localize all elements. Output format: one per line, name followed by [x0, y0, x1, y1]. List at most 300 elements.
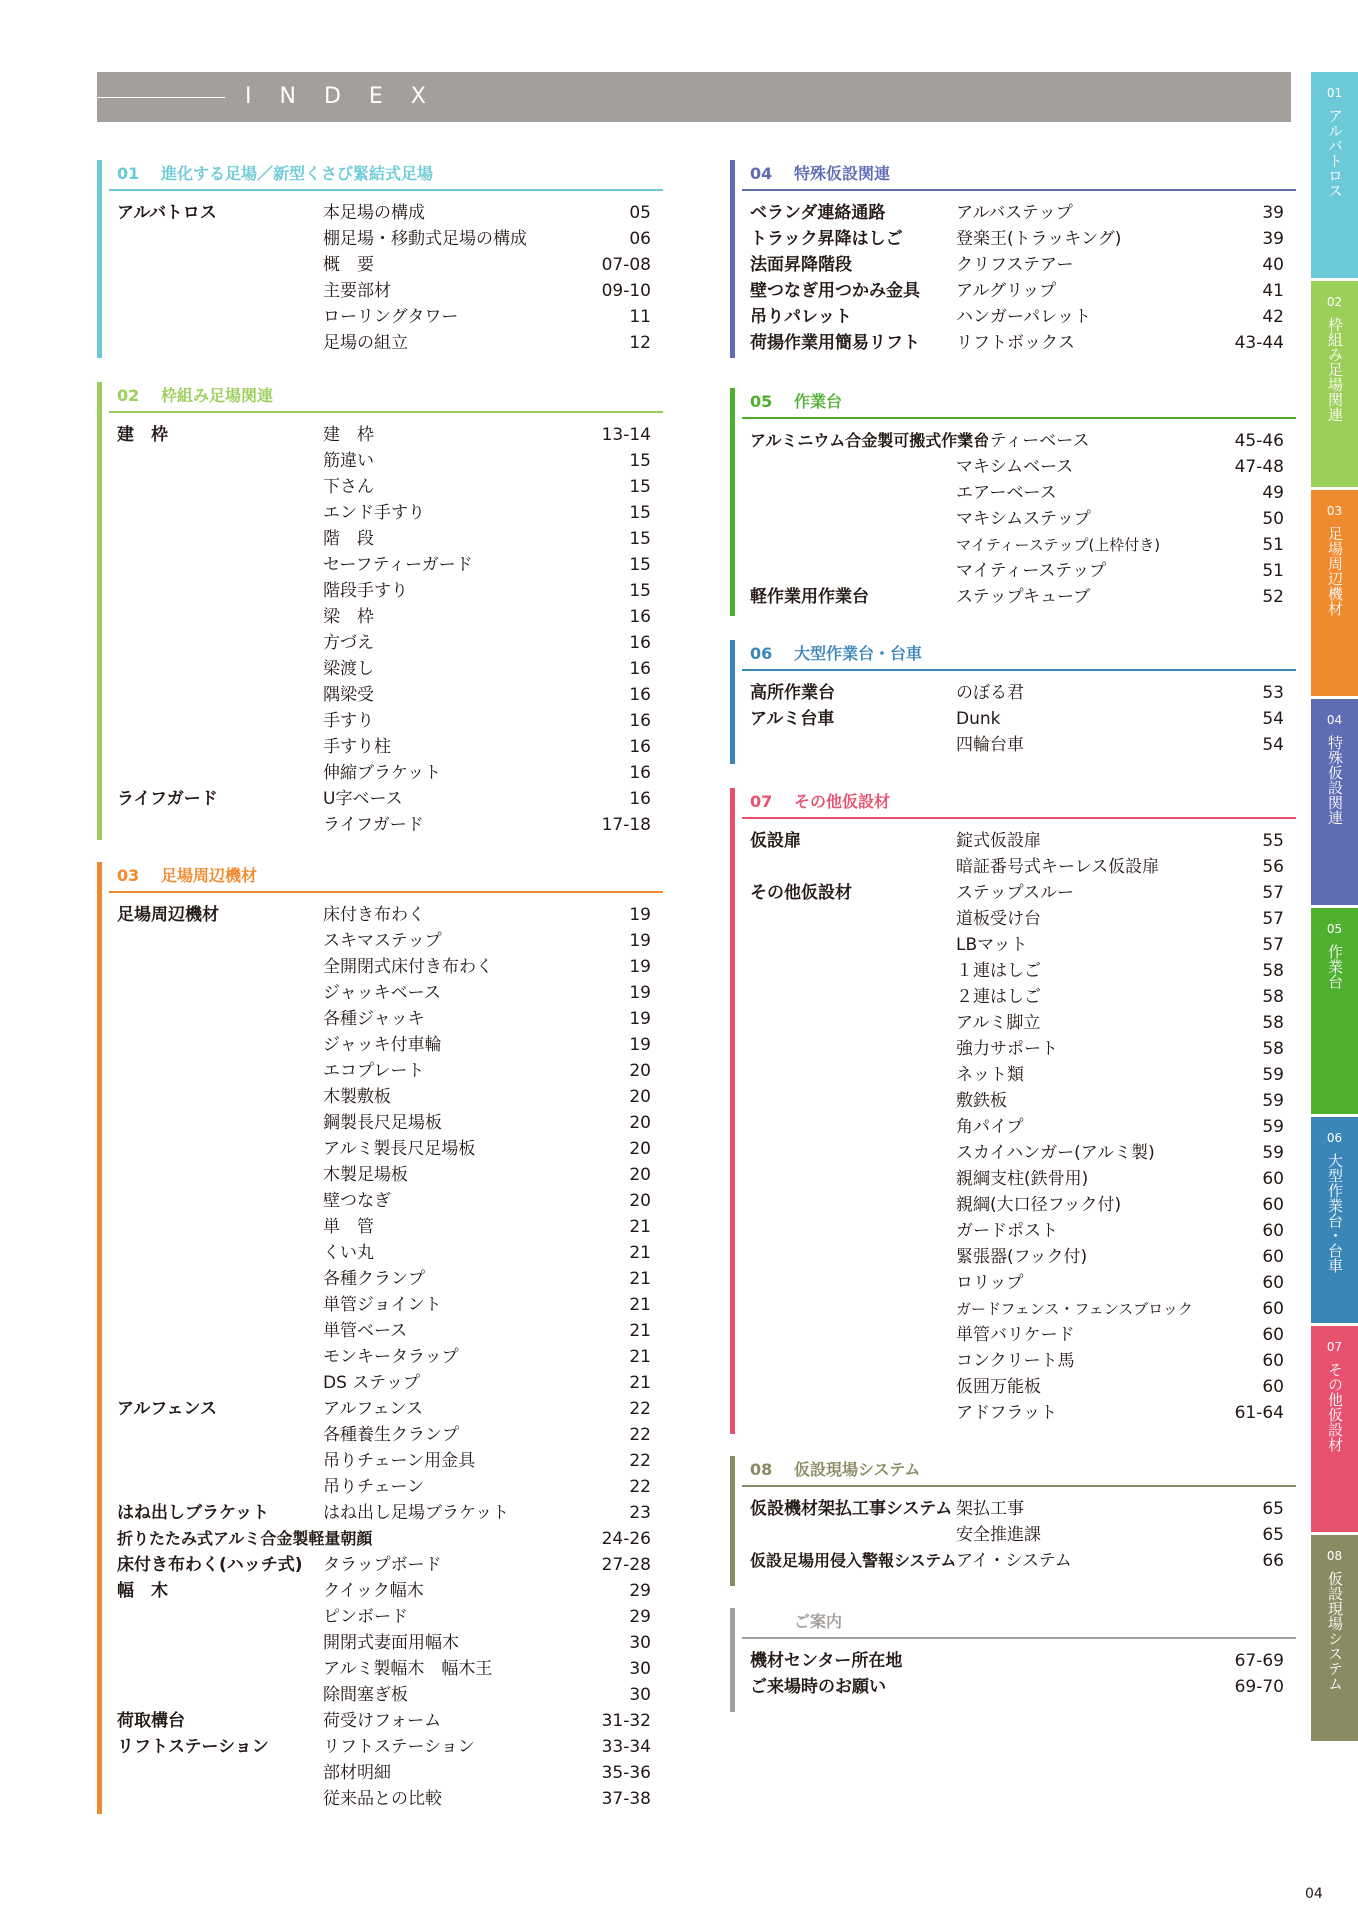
row-item: 仮囲万能板 — [956, 1377, 1041, 1397]
section-title: 仮設現場システム — [794, 1460, 921, 1479]
row-item: 手すり — [323, 711, 374, 731]
row-item: 従来品との比較 — [323, 1789, 442, 1809]
row-item: 主要部材 — [323, 281, 391, 301]
section-rows — [750, 828, 1284, 1426]
row-page: 60 — [1262, 1351, 1284, 1371]
index-row[interactable] — [750, 1496, 1284, 1522]
tab-04[interactable] — [1311, 699, 1358, 905]
row-page: 60 — [1262, 1273, 1284, 1293]
index-row[interactable] — [117, 954, 651, 980]
index-row[interactable] — [750, 1548, 1284, 1574]
section-title: ご案内 — [794, 1612, 843, 1631]
row-category: 荷揚作業用簡易リフト — [750, 333, 920, 353]
index-row[interactable] — [117, 1344, 651, 1370]
index-row[interactable] — [750, 428, 1284, 454]
row-page: 30 — [629, 1685, 651, 1705]
index-row[interactable] — [117, 734, 651, 760]
index-row[interactable] — [750, 1374, 1284, 1400]
row-item: 単 管 — [323, 1217, 374, 1237]
row-page: 57 — [1262, 935, 1284, 955]
section-underline — [109, 891, 663, 893]
row-item: 部材明細 — [323, 1763, 391, 1783]
index-row[interactable] — [750, 226, 1284, 252]
row-page: 13-14 — [601, 425, 651, 445]
index-row[interactable] — [750, 1036, 1284, 1062]
index-row[interactable] — [117, 474, 651, 500]
row-item: マイティーステップ — [956, 561, 1107, 581]
index-row[interactable] — [750, 200, 1284, 226]
row-category: 足場周辺機材 — [117, 905, 219, 925]
row-item: はね出し足場ブラケット — [323, 1503, 510, 1523]
row-item: リフトステーション — [323, 1737, 475, 1757]
index-row[interactable] — [750, 1114, 1284, 1140]
row-page: 16 — [629, 763, 651, 783]
index-row[interactable] — [750, 1218, 1284, 1244]
row-item: 単管ベース — [323, 1321, 408, 1341]
index-row[interactable] — [117, 786, 651, 812]
index-row[interactable] — [750, 558, 1284, 584]
index-row[interactable] — [117, 526, 651, 552]
row-item: 筋違い — [323, 451, 374, 471]
section-underline — [742, 817, 1296, 819]
section-02 — [97, 382, 663, 840]
row-page: 24-26 — [601, 1529, 651, 1549]
row-category: 荷取構台 — [117, 1711, 185, 1731]
index-row[interactable] — [117, 1214, 651, 1240]
index-row[interactable] — [750, 932, 1284, 958]
tab-07[interactable] — [1311, 1326, 1358, 1532]
row-page: 60 — [1262, 1169, 1284, 1189]
row-item: 開閉式妻面用幅木 — [323, 1633, 459, 1653]
index-row[interactable] — [117, 1734, 651, 1760]
index-row[interactable] — [117, 226, 651, 252]
row-page: 65 — [1262, 1525, 1284, 1545]
row-category: その他仮設材 — [750, 883, 852, 903]
section-rows — [117, 422, 651, 838]
index-row[interactable] — [750, 854, 1284, 880]
section-number: 08 — [750, 1460, 773, 1479]
row-page: 60 — [1262, 1325, 1284, 1345]
row-category: 機材センター所在地 — [750, 1651, 903, 1671]
section-color-bar — [730, 1456, 735, 1586]
index-row[interactable] — [117, 1708, 651, 1734]
index-row[interactable] — [117, 1292, 651, 1318]
index-row[interactable] — [750, 880, 1284, 906]
tab-number: 03 — [1326, 504, 1343, 518]
row-item: 暗証番号式キーレス仮設扉 — [956, 857, 1160, 877]
row-item: 敷鉄板 — [956, 1091, 1007, 1111]
row-page: 11 — [629, 307, 651, 327]
row-page: 15 — [629, 451, 651, 471]
index-row[interactable] — [117, 1032, 651, 1058]
row-item: 梁渡し — [323, 659, 374, 679]
row-category: リフトステーション — [117, 1737, 269, 1757]
row-page: 07-08 — [601, 255, 651, 275]
row-item: コンクリート馬 — [956, 1351, 1075, 1371]
section-title: 枠組み足場関連 — [161, 386, 274, 405]
row-page: 20 — [629, 1087, 651, 1107]
section-05 — [730, 388, 1296, 616]
row-page: 61-64 — [1234, 1403, 1284, 1423]
index-row[interactable] — [117, 1370, 651, 1396]
header-rule — [97, 97, 225, 98]
index-row[interactable] — [750, 984, 1284, 1010]
row-item: 各種ジャッキ — [323, 1009, 425, 1029]
row-page: 20 — [629, 1061, 651, 1081]
row-item: エコプレート — [323, 1061, 425, 1081]
index-row[interactable] — [117, 1526, 651, 1552]
tab-number: 01 — [1326, 86, 1343, 100]
index-row[interactable] — [117, 1448, 651, 1474]
row-item: LBマット — [956, 935, 1028, 955]
row-page: 59 — [1262, 1117, 1284, 1137]
index-row[interactable] — [117, 1786, 651, 1812]
row-item: 強力サポート — [956, 1039, 1058, 1059]
row-item: ライフガード — [323, 815, 424, 835]
row-item: セーフティーガード — [323, 555, 473, 575]
tab-08[interactable] — [1311, 1535, 1358, 1741]
row-page: 43-44 — [1234, 333, 1284, 353]
row-page: 58 — [1262, 987, 1284, 1007]
section-color-bar — [97, 160, 102, 358]
tab-label: 枠組み足場関連 — [1326, 317, 1344, 422]
index-row[interactable] — [750, 732, 1284, 758]
row-item: 階 段 — [323, 529, 374, 549]
tab-label: 足場周辺機材 — [1326, 526, 1344, 616]
row-item: １連はしご — [956, 961, 1041, 981]
index-row[interactable] — [117, 1266, 651, 1292]
index-row[interactable] — [117, 1578, 651, 1604]
tab-number: 05 — [1326, 922, 1343, 936]
row-category: ライフガード — [117, 789, 218, 809]
index-row[interactable] — [117, 1604, 651, 1630]
section-color-bar — [97, 862, 102, 1814]
row-item: スキマステップ — [323, 931, 442, 951]
index-row[interactable] — [117, 1500, 651, 1526]
row-page: 51 — [1262, 561, 1284, 581]
row-page: 54 — [1262, 709, 1284, 729]
section-rows — [750, 200, 1284, 356]
row-page: 29 — [629, 1581, 651, 1601]
section-rows — [117, 200, 651, 356]
section-06 — [730, 640, 1296, 764]
row-category: ベランダ連絡通路 — [750, 203, 886, 223]
index-row[interactable] — [117, 252, 651, 278]
index-row[interactable] — [750, 828, 1284, 854]
index-row[interactable] — [117, 656, 651, 682]
index-row[interactable] — [117, 1422, 651, 1448]
row-item: 道板受け台 — [956, 909, 1041, 929]
section-01 — [97, 160, 663, 358]
section-color-bar — [97, 382, 102, 840]
index-row[interactable] — [750, 1648, 1284, 1674]
row-page: 21 — [629, 1321, 651, 1341]
section-title: 大型作業台・台車 — [794, 644, 923, 663]
section-heading — [117, 160, 433, 188]
index-row[interactable] — [117, 1162, 651, 1188]
row-category: 折りたたみ式アルミ合金製軽量朝顔 — [117, 1529, 373, 1548]
index-row[interactable] — [750, 1348, 1284, 1374]
row-page: 40 — [1262, 255, 1284, 275]
tab-02[interactable] — [1311, 281, 1358, 487]
tab-06[interactable] — [1311, 1117, 1358, 1323]
section-number: 05 — [750, 392, 773, 411]
row-item: 鋼製長尺足場板 — [323, 1113, 442, 1133]
section-07 — [730, 788, 1296, 1434]
index-row[interactable] — [750, 1522, 1284, 1548]
index-row[interactable] — [117, 304, 651, 330]
row-item: 錠式仮設扉 — [956, 831, 1041, 851]
index-row[interactable] — [117, 1396, 651, 1422]
row-item: ロリップ — [956, 1273, 1024, 1293]
row-item: ネット類 — [956, 1065, 1024, 1085]
section-underline — [109, 189, 663, 191]
row-category: 軽作業用作業台 — [750, 587, 869, 607]
index-header — [97, 72, 1291, 122]
index-row[interactable] — [117, 1240, 651, 1266]
index-row[interactable] — [750, 706, 1284, 732]
row-page: 19 — [629, 983, 651, 1003]
row-item: 梁 枠 — [323, 607, 374, 627]
row-page: 35-36 — [601, 1763, 651, 1783]
row-page: 15 — [629, 555, 651, 575]
row-category: 仮設扉 — [750, 831, 801, 851]
row-item: モンキータラップ — [323, 1347, 459, 1367]
index-row[interactable] — [117, 630, 651, 656]
row-item: アルミ脚立 — [956, 1013, 1041, 1033]
row-item: 吊りチェーン用金具 — [323, 1451, 476, 1471]
index-row[interactable] — [750, 278, 1284, 304]
index-row[interactable] — [117, 448, 651, 474]
section-heading — [750, 1608, 842, 1636]
tab-number: 07 — [1326, 1340, 1343, 1354]
row-page: 23 — [629, 1503, 651, 1523]
index-row[interactable] — [750, 1166, 1284, 1192]
row-page: 39 — [1262, 203, 1284, 223]
row-item: エンド手すり — [323, 503, 425, 523]
index-row[interactable] — [750, 480, 1284, 506]
index-row[interactable] — [117, 1136, 651, 1162]
index-row[interactable] — [750, 1270, 1284, 1296]
row-item: 荷受けフォーム — [323, 1711, 442, 1731]
page-number: 04 — [1305, 1886, 1323, 1902]
index-row[interactable] — [117, 278, 651, 304]
section-title: 進化する足場／新型くさび緊結式足場 — [161, 164, 434, 183]
row-item: 安全推進課 — [956, 1525, 1041, 1545]
section-heading — [750, 388, 842, 416]
section-color-bar — [730, 160, 735, 358]
section-03 — [97, 862, 663, 1814]
row-page: 15 — [629, 477, 651, 497]
section-number: 06 — [750, 644, 773, 663]
row-item: スカイハンガー(アルミ製) — [956, 1143, 1155, 1163]
row-item: アルフェンス — [323, 1399, 423, 1419]
index-row[interactable] — [117, 422, 651, 448]
row-page: 19 — [629, 931, 651, 951]
row-page: 52 — [1262, 587, 1284, 607]
index-row[interactable] — [750, 1010, 1284, 1036]
row-category: アルフェンス — [117, 1399, 217, 1419]
section-heading — [750, 788, 890, 816]
index-row[interactable] — [750, 1400, 1284, 1426]
row-category: アルミニウム合金製可搬式作業台 — [750, 431, 990, 450]
row-item: ２連はしご — [956, 987, 1041, 1007]
row-page: 58 — [1262, 1013, 1284, 1033]
index-row[interactable] — [117, 604, 651, 630]
index-row[interactable] — [117, 980, 651, 1006]
row-page: 15 — [629, 503, 651, 523]
row-page: 16 — [629, 789, 651, 809]
row-item: 各種クランプ — [323, 1269, 425, 1289]
index-row[interactable] — [117, 1188, 651, 1214]
row-item: 全開閉式床付き布わく — [323, 957, 493, 977]
section-heading — [117, 382, 273, 410]
row-item: アルミ製幅木 幅木王 — [323, 1659, 493, 1679]
index-row[interactable] — [750, 1192, 1284, 1218]
index-row[interactable] — [117, 1058, 651, 1084]
index-row[interactable] — [117, 1552, 651, 1578]
section-number: 07 — [750, 792, 773, 811]
index-row[interactable] — [750, 1088, 1284, 1114]
index-row[interactable] — [750, 1244, 1284, 1270]
index-row[interactable] — [117, 1006, 651, 1032]
index-row[interactable] — [750, 532, 1284, 558]
row-item: クイック幅木 — [323, 1581, 424, 1601]
tab-03[interactable] — [1311, 490, 1358, 696]
index-row[interactable] — [750, 304, 1284, 330]
section-rows — [750, 1496, 1284, 1574]
row-page: 58 — [1262, 1039, 1284, 1059]
row-item: DS ステップ — [323, 1373, 420, 1393]
row-page: 60 — [1262, 1195, 1284, 1215]
index-row[interactable] — [750, 252, 1284, 278]
row-category: 仮設機材架払工事システム — [750, 1499, 953, 1519]
row-item: 壁つなぎ — [323, 1191, 391, 1211]
row-page: 16 — [629, 737, 651, 757]
section-04 — [730, 160, 1296, 358]
index-row[interactable] — [750, 958, 1284, 984]
section-number: 01 — [117, 164, 140, 183]
row-item: 角パイプ — [956, 1117, 1024, 1137]
index-row[interactable] — [750, 506, 1284, 532]
row-item: 概 要 — [323, 255, 374, 275]
index-row[interactable] — [117, 1474, 651, 1500]
row-page: 21 — [629, 1269, 651, 1289]
index-row[interactable] — [117, 1656, 651, 1682]
section-underline — [742, 1637, 1296, 1639]
section-rows — [117, 902, 651, 1812]
row-page: 19 — [629, 905, 651, 925]
index-row[interactable] — [750, 680, 1284, 706]
row-page: 59 — [1262, 1091, 1284, 1111]
tab-number: 04 — [1326, 713, 1343, 727]
row-item: マイティーステップ(上枠付き) — [956, 536, 1161, 554]
tab-label: アルバトロス — [1326, 108, 1344, 198]
section-underline — [742, 1485, 1296, 1487]
row-page: 27-28 — [601, 1555, 651, 1575]
section-color-bar — [730, 640, 735, 764]
tab-label: 特殊仮設関連 — [1326, 735, 1344, 825]
row-page: 15 — [629, 581, 651, 601]
row-category: 幅 木 — [117, 1581, 168, 1601]
row-page: 33-34 — [601, 1737, 651, 1757]
index-row[interactable] — [117, 902, 651, 928]
section-title: その他仮設材 — [794, 792, 891, 811]
index-row[interactable] — [750, 454, 1284, 480]
index-row[interactable] — [750, 1062, 1284, 1088]
index-row[interactable] — [117, 500, 651, 526]
row-page: 22 — [629, 1399, 651, 1419]
index-row[interactable] — [117, 682, 651, 708]
row-item: 木製敷板 — [323, 1087, 391, 1107]
tab-01[interactable] — [1311, 72, 1358, 278]
row-category: はね出しブラケット — [117, 1503, 270, 1523]
index-row[interactable] — [750, 1296, 1284, 1322]
row-page: 29 — [629, 1607, 651, 1627]
row-page: 21 — [629, 1243, 651, 1263]
row-page: 20 — [629, 1113, 651, 1133]
index-row[interactable] — [117, 578, 651, 604]
row-item: 親綱(大口径フック付) — [956, 1195, 1122, 1215]
row-page: 65 — [1262, 1499, 1284, 1519]
row-page: 05 — [629, 203, 651, 223]
row-page: 21 — [629, 1217, 651, 1237]
row-item: 棚足場・移動式足場の構成 — [323, 229, 527, 249]
index-row[interactable] — [117, 1318, 651, 1344]
row-item: アルミ製長尺足場板 — [323, 1139, 476, 1159]
index-row[interactable] — [750, 584, 1284, 610]
section-color-bar — [730, 388, 735, 616]
row-page: 19 — [629, 957, 651, 977]
index-row[interactable] — [117, 928, 651, 954]
row-item: 単管ジョイント — [323, 1295, 442, 1315]
index-row[interactable] — [750, 1674, 1284, 1700]
index-row[interactable] — [117, 1110, 651, 1136]
index-row[interactable] — [117, 1760, 651, 1786]
row-page: 09-10 — [601, 281, 651, 301]
index-row[interactable] — [117, 760, 651, 786]
index-row[interactable] — [117, 1084, 651, 1110]
section-underline — [742, 189, 1296, 191]
row-page: 12 — [629, 333, 651, 353]
index-row[interactable] — [117, 1630, 651, 1656]
row-item: 本足場の構成 — [323, 203, 425, 223]
index-row[interactable] — [750, 330, 1284, 356]
index-row[interactable] — [750, 1322, 1284, 1348]
index-row[interactable] — [117, 708, 651, 734]
section-heading — [750, 640, 922, 668]
index-row[interactable] — [750, 906, 1284, 932]
tab-number: 06 — [1326, 1131, 1343, 1145]
row-page: 20 — [629, 1191, 651, 1211]
row-item: 各種養生クランプ — [323, 1425, 459, 1445]
row-page: 39 — [1262, 229, 1284, 249]
row-item: ガードポスト — [956, 1221, 1058, 1241]
index-row[interactable] — [117, 200, 651, 226]
tab-label: 仮設現場システム — [1326, 1571, 1344, 1691]
index-row[interactable] — [117, 1682, 651, 1708]
index-row[interactable] — [117, 330, 651, 356]
tab-05[interactable] — [1311, 908, 1358, 1114]
index-row[interactable] — [117, 812, 651, 838]
row-item: マキシムステップ — [956, 509, 1091, 529]
row-page: 16 — [629, 607, 651, 627]
row-page: 60 — [1262, 1221, 1284, 1241]
index-row[interactable] — [750, 1140, 1284, 1166]
row-category: 床付き布わく(ハッチ式) — [117, 1555, 303, 1575]
row-item: アルグリップ — [956, 281, 1057, 301]
index-row[interactable] — [117, 552, 651, 578]
